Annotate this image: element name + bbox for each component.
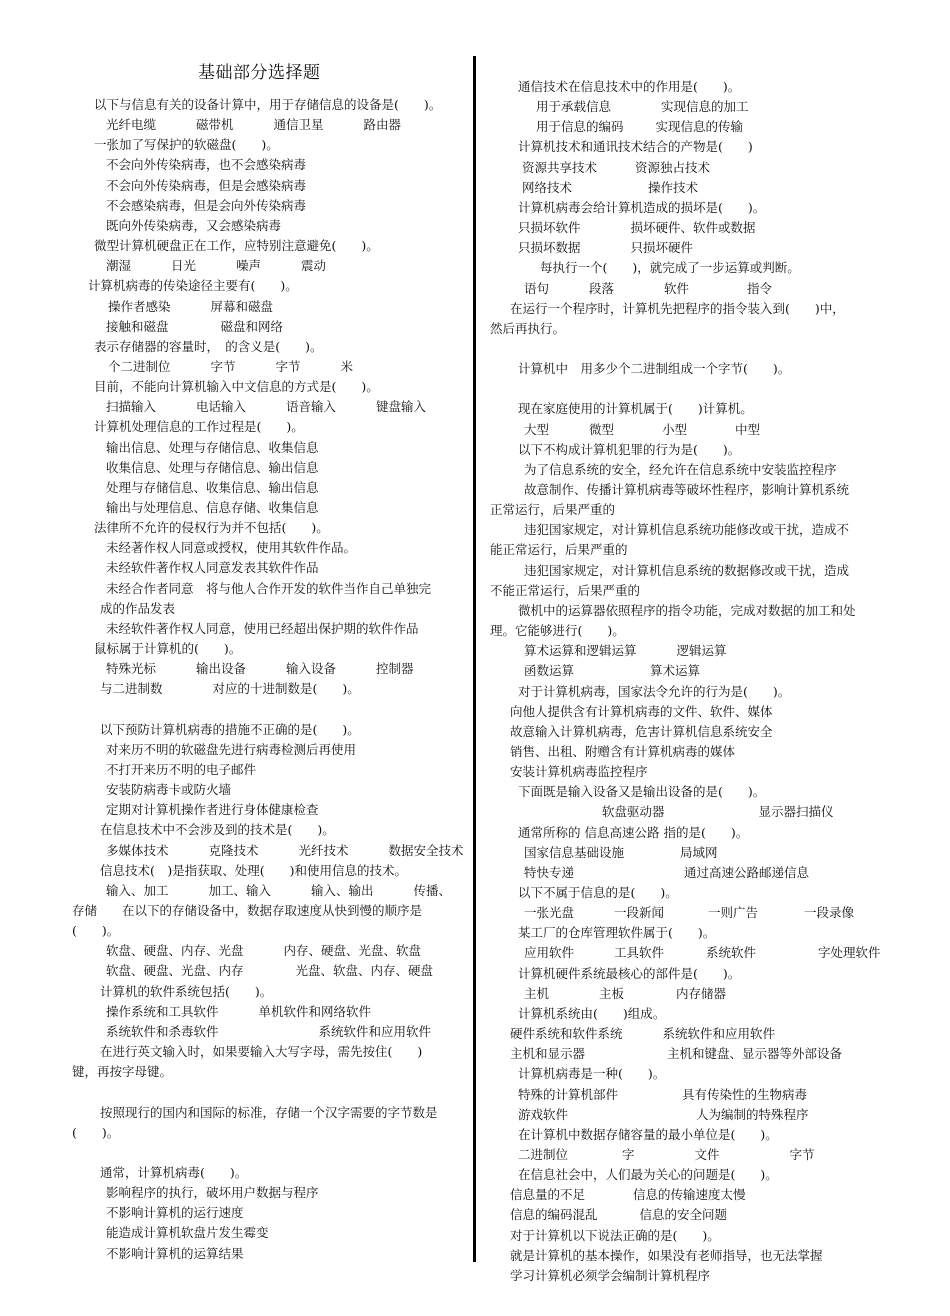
answer-option: 只损坏数据 [518, 240, 581, 255]
answer-option: 逻辑运算 [676, 643, 727, 658]
answer-option: 信息的传输速度太慢 [633, 1187, 746, 1202]
answer-option: 资源共享技术 [522, 160, 598, 175]
question-text-line: 在运行一个程序时，计算机先把程序的指令装入到( )中， [510, 301, 845, 316]
question-text-line: 收集信息、处理与存储信息、输出信息 [106, 460, 319, 475]
answer-option: 控制器 [376, 661, 414, 676]
answer-option: 主机和键盘、显示器等外部设备 [667, 1046, 843, 1061]
answer-options-line [510, 1186, 746, 1204]
answer-option: 语音输入 [286, 399, 337, 414]
question-text-line: 计算机病毒会给计算机造成的损坏是( )。 [518, 200, 766, 215]
answer-option: 指令 [747, 281, 773, 296]
question-text-line: 就是计算机的基本操作，如果没有老师指导，也无法掌握 [510, 1248, 823, 1263]
answer-option: 算术运算 [650, 663, 701, 678]
question-text-line: 违犯国家规定，对计算机信息系统的数据修改或干扰，造成 [524, 563, 850, 578]
answer-option: 字处理软件 [818, 945, 881, 960]
answer-options-line [524, 662, 700, 680]
answer-option: 光盘、软盘、内存、硬盘 [295, 963, 434, 978]
question-text-line: 理。它能够进行( )。 [490, 623, 625, 638]
answer-option: 输入、输出 [311, 883, 374, 898]
answer-option: 接触和磁盘 [106, 319, 169, 334]
answer-options-line [524, 421, 760, 439]
answer-options-line [518, 1086, 807, 1104]
answer-options-line [524, 642, 727, 660]
question-text-line: 未经软件著作权人同意，使用已经超出保护期的软件作品 [106, 621, 419, 636]
answer-options-line [106, 1003, 411, 1021]
answer-option: 潮湿 [106, 258, 132, 273]
answer-options-line [518, 1146, 815, 1164]
answer-options-line [106, 882, 491, 900]
question-text-line: 计算机的软件系统包括( )。 [100, 984, 273, 999]
question-text-line: 安装防病毒卡或防火墙 [106, 782, 232, 797]
answer-option: 小型 [662, 422, 688, 437]
answer-option: 大型 [524, 422, 550, 437]
answer-option: 主机和显示器 [510, 1046, 586, 1061]
answer-option: 国家信息基础设施 [524, 845, 625, 860]
answer-option: 输出设备 [196, 661, 247, 676]
answer-options-line [108, 358, 393, 376]
question-text-line: 能正常运行，后果严重的 [490, 542, 628, 557]
question-text-line: 计算机系统由( )组成。 [518, 1006, 666, 1021]
answer-option: 微型 [589, 422, 615, 437]
answer-option: 实现信息的传输 [655, 119, 744, 134]
question-text-line: 计算机硬件系统最核心的部件是( )。 [518, 966, 741, 981]
question-text-line: 以下与信息有关的设备计算中，用于存储信息的设备是( )。 [94, 97, 442, 112]
answer-option: 扫描输入 [106, 399, 157, 414]
answer-options-line [518, 219, 756, 237]
answer-option: 屏幕和磁盘 [210, 299, 274, 314]
answer-option: 一则广告 [708, 905, 759, 920]
question-text-line: 学习计算机必须学会编制计算机程序 [510, 1268, 711, 1283]
answer-option: 传播、 [413, 883, 452, 898]
question-text-line: 在信息社会中，人们最为关心的问题是( )。 [518, 1167, 778, 1182]
answer-option: 主板 [599, 986, 625, 1001]
answer-options-line [106, 942, 461, 960]
answer-option: 工具软件 [614, 945, 665, 960]
question-text-line: ( )。 [72, 923, 120, 938]
answer-option: 字节 [789, 1147, 815, 1162]
answer-option: 字节 [210, 359, 236, 374]
question-text-line: 能造成计算机软盘片发生霉变 [106, 1225, 269, 1240]
question-text-line: 成的作品发表 [100, 601, 176, 616]
answer-options-line [106, 1023, 431, 1041]
answer-option: 算术运算和逻辑运算 [524, 643, 637, 658]
answer-option: 操作技术 [648, 180, 699, 195]
answer-option: 磁盘和网络 [220, 319, 284, 334]
answer-options-line [524, 844, 718, 862]
question-text-line: 不会向外传染病毒，但是会感染病毒 [106, 178, 307, 193]
answer-options-line [524, 280, 772, 298]
answer-options-line [524, 904, 854, 922]
question-text-line: 通信技术在信息技术中的作用是( )。 [518, 79, 741, 94]
question-text-line: 一张加了写保护的软磁盘( )。 [94, 137, 279, 152]
answer-option: 用于信息的编码 [536, 119, 624, 134]
question-text-line: 对来历不明的软磁盘先进行病毒检测后再使用 [106, 742, 357, 757]
question-text-line: 处理与存储信息、收集信息、输出信息 [106, 480, 319, 495]
question-text-line: 计算机病毒是一种( )。 [518, 1066, 666, 1081]
answer-option: 游戏软件 [518, 1107, 569, 1122]
answer-option: 具有传染性的生物病毒 [682, 1087, 808, 1102]
question-text-line: 表示存储器的容量时， 的含义是( )。 [94, 339, 323, 354]
question-text-line: 与二进制数 对应的十进制数是( )。 [100, 681, 360, 696]
answer-option: 显示器 [758, 804, 797, 819]
question-text-line: 在信息技术中不会涉及到的技术是( )。 [100, 822, 335, 837]
question-text-line: 法律所不允许的侵权行为并不包括( )。 [94, 520, 329, 535]
answer-option: 多媒体技术 [106, 843, 169, 858]
answer-option: 实现信息的加工 [661, 99, 749, 114]
question-text-line: 既向外传染病毒，又会感染病毒 [106, 218, 282, 233]
answer-option: 通信卫星 [273, 117, 324, 132]
question-text-line: 然后再执行。 [490, 321, 566, 336]
question-text-line: 通常，计算机病毒( )。 [100, 1165, 248, 1180]
question-text-line: 某工厂的仓库管理软件属于( )。 [518, 925, 716, 940]
answer-option: 日光 [171, 258, 197, 273]
answer-option: 输入、加工 [106, 883, 169, 898]
question-text-line: 通常所称的 信息高速公路 指的是( )。 [518, 825, 749, 840]
answer-options-line [510, 1206, 727, 1224]
answer-option: 资源独占技术 [635, 160, 711, 175]
answer-options-line [524, 864, 809, 882]
question-text-line: 向他人提供含有计算机病毒的文件、软件、媒体 [510, 704, 773, 719]
answer-option: 通过高速公路邮递信息 [684, 865, 810, 880]
answer-option: 段落 [589, 281, 615, 296]
question-text-line: 微机中的运算器依照程序的指令功能，完成对数据的加工和处 [518, 603, 856, 618]
question-text-line: 销售、出租、附赠含有计算机病毒的媒体 [510, 744, 736, 759]
answer-option: 二进制位 [518, 1147, 569, 1162]
answer-option: 磁带机 [196, 117, 234, 132]
answer-options-line [490, 803, 834, 821]
answer-option: 软盘、硬盘、光盘、内存 [106, 963, 244, 978]
answer-options-line [106, 842, 504, 860]
answer-option: 信息的安全问题 [639, 1207, 728, 1222]
question-text-line: 正常运行，后果严重的 [490, 502, 616, 517]
answer-option: 中型 [735, 422, 761, 437]
answer-options-line [518, 239, 693, 257]
answer-options-line [108, 298, 313, 316]
column-divider [473, 56, 476, 1262]
answer-options-line [536, 98, 749, 116]
answer-option: 系统软件和杀毒软件 [106, 1024, 219, 1039]
question-text-line: 每执行一个( )，就完成了一步运算或判断。 [540, 260, 800, 275]
answer-option: 应用软件 [524, 945, 575, 960]
answer-options-line [106, 398, 466, 416]
question-text-line: 计算机病毒的传染途径主要有( )。 [88, 278, 298, 293]
question-text-line: 鼠标属于计算机的( )。 [94, 641, 242, 656]
question-text-line: 不会感染病毒，但是会向外传染病毒 [106, 198, 307, 213]
answer-option: 内存储器 [676, 986, 727, 1001]
question-text-line: 未经著作权人同意或授权，使用其软件作品。 [106, 540, 357, 555]
question-text-line: 目前，不能向计算机输入中文信息的方式是( )。 [94, 379, 379, 394]
answer-option: 键盘输入 [376, 399, 427, 414]
answer-options-line [106, 962, 433, 980]
answer-options-line [510, 1025, 775, 1043]
answer-option: 硬件系统和软件系统 [510, 1026, 623, 1041]
answer-option: 软件 [664, 281, 690, 296]
question-text-line: 输出与处理信息、信息存储、收集信息 [106, 500, 319, 515]
answer-option: 网络技术 [522, 180, 573, 195]
question-text-line: 为了信息系统的安全，经允许在信息系统中安装监控程序 [524, 462, 837, 477]
answer-option: 噪声 [236, 258, 262, 273]
question-text-line: 故意制作、传播计算机病毒等破坏性程序，影响计算机系统 [524, 482, 850, 497]
question-text-line: 按照现行的国内和国际的标准，存储一个汉字需要的字节数是 [100, 1105, 438, 1120]
answer-options-line [524, 985, 726, 1003]
answer-option: 软盘驱动器 [602, 804, 665, 819]
answer-option: 一张光盘 [524, 905, 575, 920]
question-text-line: 定期对计算机操作者进行身体健康检查 [106, 802, 319, 817]
question-text-line: 未经合作者同意 将与他人合作开发的软件当作自己单独完 [106, 581, 432, 596]
question-text-line: 不会向外传染病毒，也不会感染病毒 [106, 157, 307, 172]
answer-option: 克隆技术 [208, 843, 259, 858]
answer-option: 光纤技术 [298, 843, 349, 858]
question-text-line: 输出信息、处理与存储信息、收集信息 [106, 440, 319, 455]
answer-option: 信息的编码混乱 [510, 1207, 598, 1222]
answer-option: 字 [622, 1147, 635, 1162]
question-text-line: 微型计算机硬盘正在工作，应特别注意避免( )。 [94, 238, 379, 253]
question-text-line: 未经软件著作权人同意发表其软件作品 [106, 560, 319, 575]
answer-option: 人为编制的特殊程序 [696, 1107, 809, 1122]
answer-option: 只损坏硬件 [630, 240, 694, 255]
question-text-line: 计算机中 用多少个二进制组成一个字节( )。 [518, 361, 791, 376]
answer-options-line [106, 116, 441, 134]
answer-option: 单机软件和网络软件 [258, 1004, 372, 1019]
answer-option: 文件 [694, 1147, 720, 1162]
answer-options-line [536, 118, 743, 136]
answer-option: 路由器 [363, 117, 402, 132]
question-text-line: 违犯国家规定，对计算机信息系统功能修改或干扰，造成不 [524, 522, 850, 537]
answer-option: 函数运算 [524, 663, 575, 678]
question-text-line: 计算机处理信息的工作过程是( )。 [94, 419, 304, 434]
question-text-line: 对于计算机以下说法正确的是( )。 [510, 1228, 720, 1243]
answer-option: 字节 [275, 359, 301, 374]
question-text-line: 对于计算机病毒，国家法令允许的行为是( )。 [518, 684, 791, 699]
answer-options-line [106, 257, 366, 275]
answer-option: 米 [340, 359, 354, 374]
question-text-line: 在计算机中数据存储容量的最小单位是( )。 [518, 1127, 778, 1142]
answer-option: 系统软件 [706, 945, 757, 960]
answer-options-line [106, 318, 283, 336]
answer-option: 震动 [301, 258, 327, 273]
answer-options-line [522, 179, 698, 197]
answer-option: 个二进制位 [108, 359, 171, 374]
answer-option: 信息量的不足 [510, 1187, 586, 1202]
answer-option: 特殊的计算机部件 [518, 1087, 619, 1102]
answer-option: 电话输入 [196, 399, 247, 414]
answer-option: 系统软件和应用软件 [318, 1024, 432, 1039]
question-text-line: 计算机技术和通讯技术结合的产物是( ) [518, 139, 753, 154]
answer-option: 扫描仪 [796, 804, 834, 819]
answer-options-line [522, 159, 710, 177]
answer-option: 特殊光标 [106, 661, 157, 676]
answer-options-line [518, 1106, 809, 1124]
answer-option: 数据安全技术 [388, 843, 464, 858]
question-text-line: 以下不属于信息的是( )。 [518, 885, 678, 900]
answer-option: 软盘、硬盘、内存、光盘 [106, 943, 244, 958]
question-text-line: 不打开来历不明的电子邮件 [106, 762, 257, 777]
answer-options-line [524, 944, 881, 962]
question-text-line: 下面既是输入设备又是输出设备的是( )。 [518, 784, 766, 799]
question-text-line: 存储 在以下的存储设备中，数据存取速度从快到慢的顺序是 [72, 903, 423, 918]
question-text-line: 不影响计算机的运行速度 [106, 1205, 244, 1220]
answer-option: 一段录像 [804, 905, 855, 920]
page-title: 基础部分选择题 [198, 63, 321, 83]
answer-option: 系统软件和应用软件 [662, 1026, 776, 1041]
answer-option: 内存、硬盘、光盘、软盘 [283, 943, 422, 958]
question-text-line: 键，再按字母键。 [72, 1064, 173, 1079]
question-text-line: 故意输入计算机病毒，危害计算机信息系统安全 [510, 724, 773, 739]
answer-option: 局域网 [680, 845, 718, 860]
answer-option: 操作者感染 [108, 299, 171, 314]
answer-option: 主机 [524, 986, 550, 1001]
question-text-line: 以下不构成计算机犯罪的行为是( )。 [518, 442, 741, 457]
question-text-line: 在进行英文输入时，如果要输入大写字母，需先按住( ) [100, 1044, 423, 1059]
answer-option: 损坏硬件、软件或数据 [630, 220, 756, 235]
answer-options-line [106, 660, 454, 678]
answer-option: 语句 [524, 281, 550, 296]
question-text-line: 不能正常运行，后果严重的 [490, 583, 641, 598]
question-text-line: 影响程序的执行，破坏用户数据与程序 [106, 1185, 319, 1200]
answer-options-line [510, 1045, 842, 1063]
answer-option: 一段新闻 [614, 905, 665, 920]
question-text-line: 不影响计算机的运算结果 [106, 1246, 244, 1261]
answer-option: 操作系统和工具软件 [106, 1004, 219, 1019]
question-text-line: ( )。 [72, 1125, 120, 1140]
question-text-line: 现在家庭使用的计算机属于( )计算机。 [518, 401, 753, 416]
answer-option: 输入设备 [286, 661, 337, 676]
answer-option: 光纤电缆 [106, 117, 157, 132]
answer-option: 用于承载信息 [536, 99, 612, 114]
question-text-line: 安装计算机病毒监控程序 [510, 764, 648, 779]
answer-option: 特快专递 [524, 865, 575, 880]
answer-option: 加工、输入 [208, 883, 272, 898]
answer-option: 只损坏软件 [518, 220, 581, 235]
question-text-line: 以下预防计算机病毒的措施不正确的是( )。 [100, 722, 360, 737]
question-text-line: 信息技术( )是指获取、处理( )和使用信息的技术。 [100, 863, 408, 878]
